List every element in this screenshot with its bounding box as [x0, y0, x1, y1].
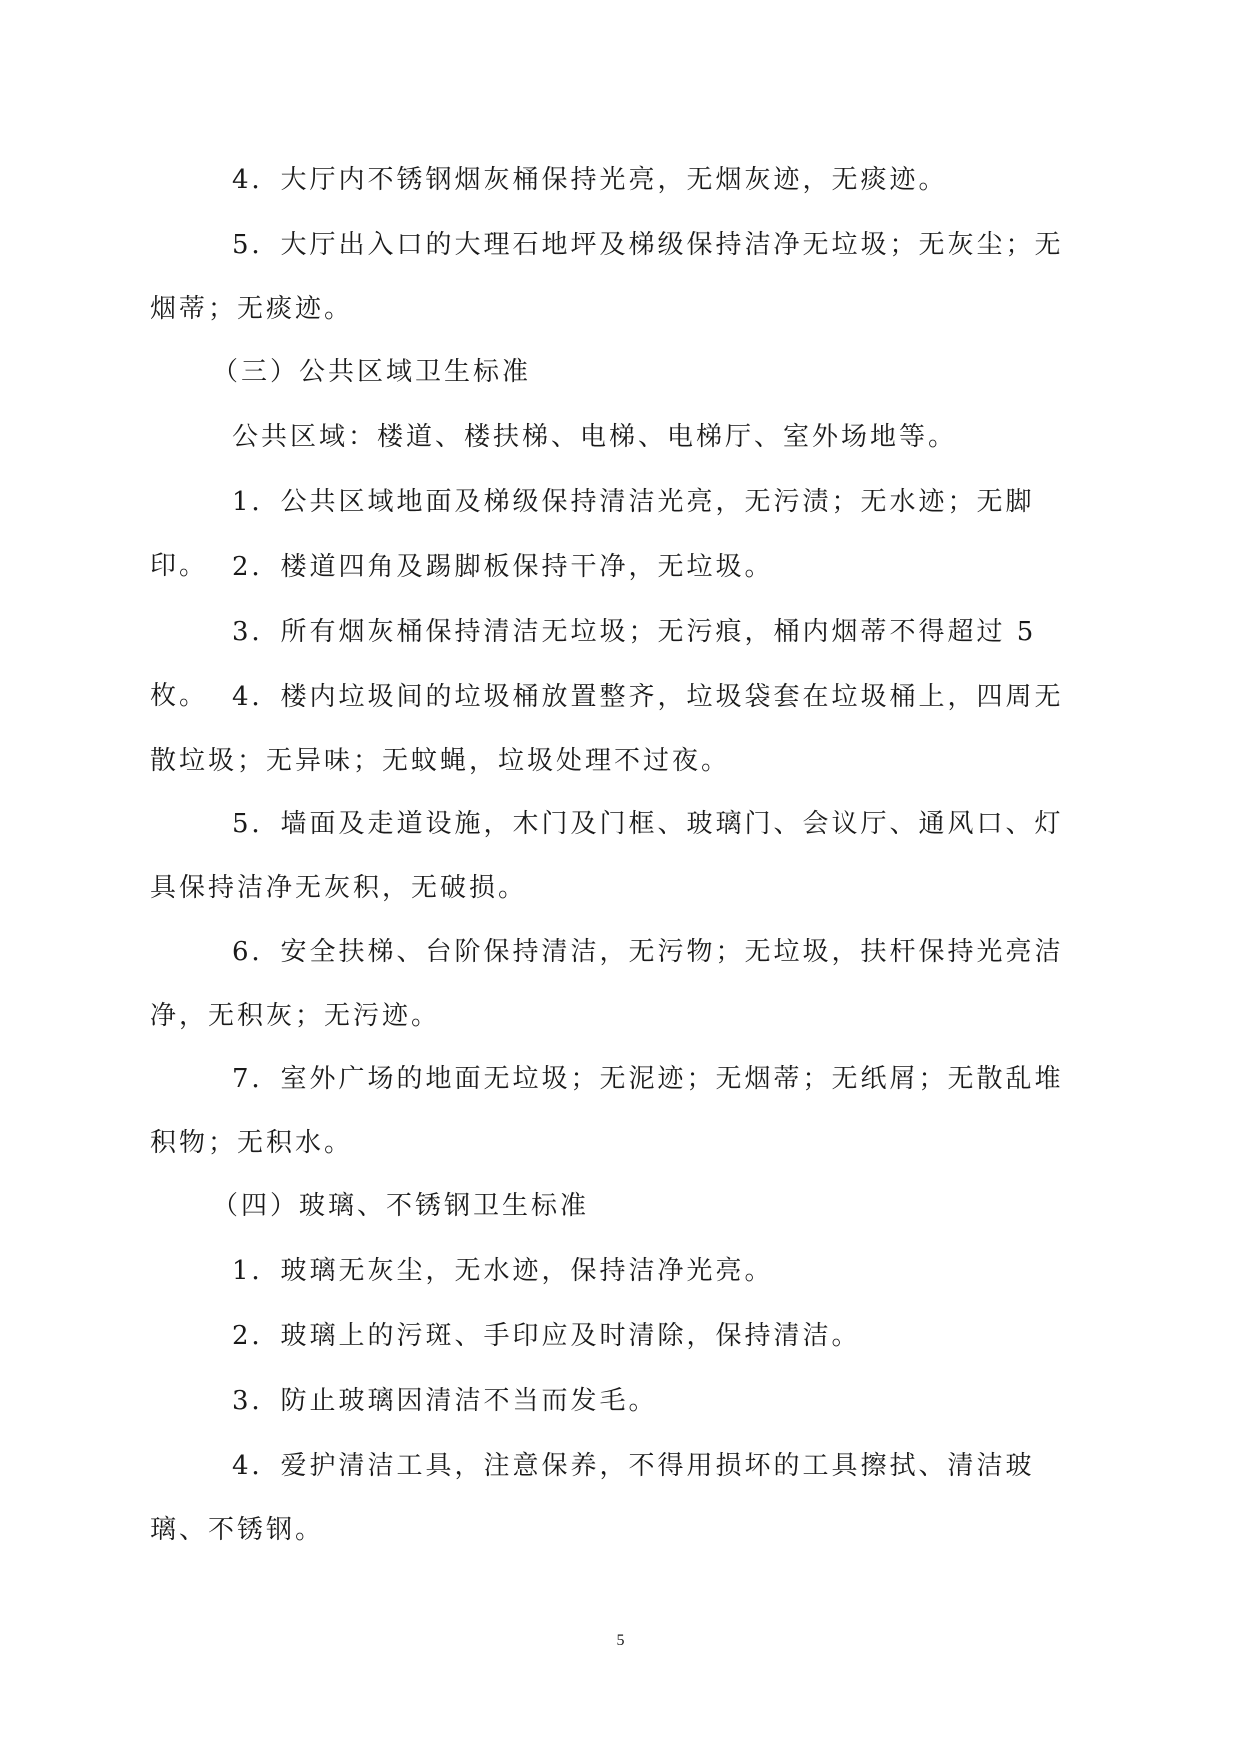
paragraph-outdoor-plaza: 7．室外广场的地面无垃圾；无泥迹；无烟蒂；无纸屑；无散乱堆积物；无积水。: [150, 1064, 1064, 1158]
page-number: 5: [616, 1632, 625, 1649]
paragraph-public-floor: 1．公共区域地面及梯级保持清洁光亮，无污渍；无水迹；无脚印。: [150, 487, 1035, 581]
paragraph-garbage-room: 4．楼内垃圾间的垃圾桶放置整齐，垃圾袋套在垃圾桶上，四周无散垃圾；无异味；无蚊蝇，垃圾处理不过夜。: [150, 682, 1064, 776]
paragraph-lobby-ashtray: 4．大厅内不锈钢烟灰桶保持光亮，无烟灰迹，无痰迹。: [232, 165, 948, 195]
paragraph-glass-clean: 1．玻璃无灰尘，无水迹，保持洁净光亮。: [232, 1256, 774, 1286]
paragraph-corridor-corners: 2．楼道四角及踢脚板保持干净，无垃圾。: [232, 552, 774, 582]
section-heading-glass-steel: （四）玻璃、不锈钢卫生标准: [212, 1191, 590, 1221]
paragraph-stairs-handrails: 6．安全扶梯、台阶保持清洁，无污物；无垃圾，扶杆保持光亮洁净，无积灰；无污迹。: [150, 937, 1064, 1031]
paragraph-public-area-scope: 公共区域：楼道、楼扶梯、电梯、电梯厅、室外场地等。: [232, 422, 958, 452]
paragraph-tools-maintenance: 4．爱护清洁工具，注意保养，不得用损坏的工具擦拭、清洁玻璃、不锈钢。: [150, 1451, 1035, 1545]
paragraph-ashtrays: 3．所有烟灰桶保持清洁无垃圾；无污痕，桶内烟蒂不得超过 5 枚。: [150, 617, 1037, 711]
paragraph-glass-stains: 2．玻璃上的污斑、手印应及时清除，保持清洁。: [232, 1321, 861, 1351]
paragraph-glass-care: 3．防止玻璃因清洁不当而发毛。: [232, 1386, 658, 1416]
paragraph-walls-facilities: 5．墙面及走道设施，木门及门框、玻璃门、会议厅、通风口、灯具保持洁净无灰积，无破损。: [150, 809, 1064, 903]
section-heading-public-area: （三）公共区域卫生标准: [212, 357, 532, 387]
paragraph-lobby-entrance: 5．大厅出入口的大理石地坪及梯级保持洁净无垃圾；无灰尘；无烟蒂；无痰迹。: [150, 230, 1064, 324]
